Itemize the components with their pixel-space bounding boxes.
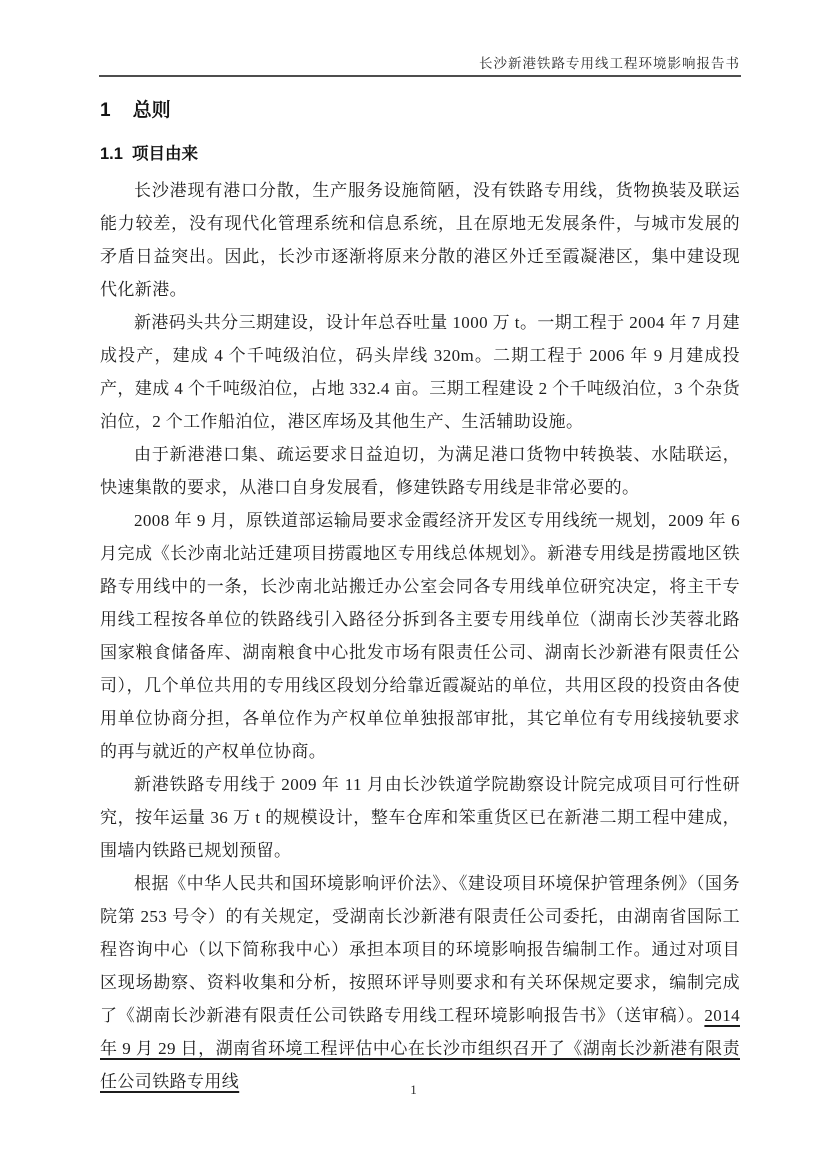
paragraph-planning-history: 2008 年 9 月，原铁道部运输局要求金霞经济开发区专用线统一规划，2009 年 6 月完成《长沙南北站迁建项目捞霞地区专用线总体规划》。新港专用线是捞霞地区铁路专用线中的一条，长沙南北站搬迁办公室会同各专用线单位研究决定，将主干专用线工程按各单位的铁路线引入路径分拆到各主要专用线单位（湖南长沙芙蓉北路国家粮食储备库、湖南粮食中心批发市场有限责任公司、湖南长沙新港有限责任公司），几个单位共用的专用线区段划分给靠近霞凝站的单位，共用区段的投资由各使用单位协商分担，各单位作为产权单位单独报部审批，其它单位有专用线接轨要求的再与就近的产权单位协商。	[100, 511, 740, 761]
chapter-heading	[100, 98, 740, 124]
page-number: 1	[410, 1082, 417, 1097]
paragraph-port-status: 长沙港现有港口分散，生产服务设施简陋，没有铁路专用线，货物换装及联运能力较差，没有现代化管理系统和信息系统，且在原地无发展条件，与城市发展的矛盾日益突出。因此，长沙市逐渐将原来分散的港区外迁至霞凝港区，集中建设现代化新港。	[100, 181, 740, 299]
section-heading	[100, 142, 740, 166]
paragraph-railway-necessity: 由于新港港口集、疏运要求日益迫切，为满足港口货物中转换装、水陆联运，快速集散的要求，从港口自身发展看，修建铁路专用线是非常必要的。	[100, 445, 740, 497]
section-title: 项目由来	[131, 145, 198, 163]
paragraph-feasibility-study: 新港铁路专用线于 2009 年 11 月由长沙铁道学院勘察设计院完成项目可行性研究，按年运量 36 万 t 的规模设计，整车仓库和笨重货区已在新港二期工程中建成，围墙内铁路已规划预留。	[100, 775, 740, 860]
eia-basis-text: 根据《中华人民共和国环境影响评价法》、《建设项目环境保护管理条例》（国务院第 253 号令）的有关规定，受湖南长沙新港有限责任公司委托，由湖南省国际工程咨询中心（以下简称我中心）承担本项目的环境影响报告编制工作。通过对项目区现场勘察、资料收集和分析，按照环评导则要求和有关环保规定要求，编制完成了《湖南长沙新港有限责任公司铁路专用线工程环境影响报告书》（送审稿）。	[100, 874, 740, 1025]
paragraph-eia-basis	[100, 867, 740, 1098]
section-number: 1.1	[100, 145, 123, 163]
header-divider	[99, 75, 741, 77]
chapter-title: 总则	[132, 100, 171, 121]
eia-review-underlined-text: 2014 年 9 月 29 日，湖南省环境工程评估中心在长沙市组织召开了《湖南长沙新港有限责任公司铁路专用线	[100, 1006, 740, 1091]
chapter-number: 1	[100, 100, 111, 121]
page-content	[100, 98, 740, 1098]
paragraph-wharf-phases: 新港码头共分三期建设，设计年总吞吐量 1000 万 t。一期工程于 2004 年 7 月建成投产，建成 4 个千吨级泊位，码头岸线 320m。二期工程于 2006 年 9 月建成投产，建成 4 个千吨级泊位，占地 332.4 亩。三期工程建设 2 个千吨级泊位，3 个杂货泊位，2 个工作船泊位，港区库场及其他生产、生活辅助设施。	[100, 313, 740, 431]
body-text	[100, 174, 740, 1098]
running-header: 长沙新港铁路专用线工程环境影响报告书	[479, 56, 740, 71]
